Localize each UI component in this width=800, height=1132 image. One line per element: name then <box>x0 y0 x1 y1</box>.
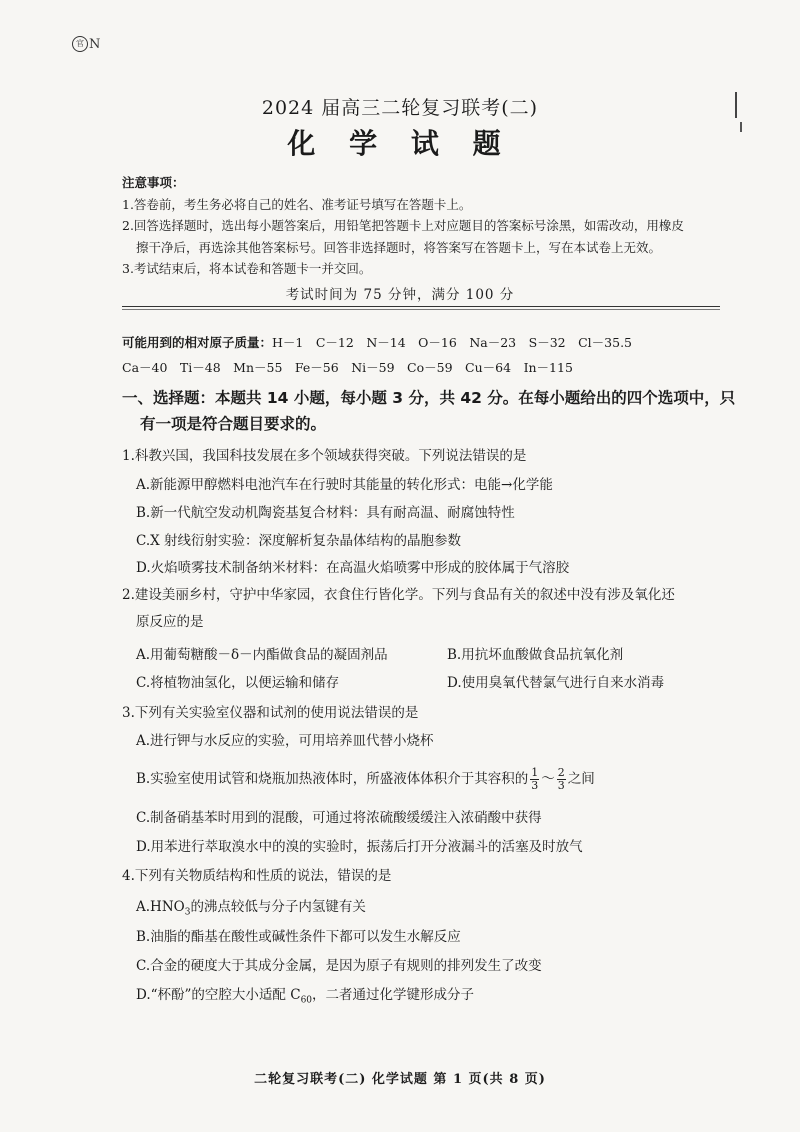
question-2-option-a: A.用葡萄糖酸－δ－内酯做食品的凝固剂品 <box>136 647 388 663</box>
fraction-one-third <box>530 767 539 792</box>
question-2-option-b: B.用抗坏血酸做食品抗氧化剂 <box>447 647 624 663</box>
question-2-stem-2: 原反应的是 <box>136 614 204 630</box>
circled-mark-icon: 官 <box>72 36 88 52</box>
atomic-mass-label: 可能用到的相对原子质量： <box>122 335 273 350</box>
exam-title: 2024 届高三二轮复习联考(二) <box>261 97 539 119</box>
question-1-option-b: B.新一代航空发动机陶瓷基复合材料：具有耐高温、耐腐蚀特性 <box>136 505 515 521</box>
question-3-option-d: D.用苯进行萃取溴水中的溴的实验时，振荡后打开分液漏斗的活塞及时放气 <box>136 839 583 855</box>
divider-line <box>122 306 720 307</box>
question-1-option-c: C.X 射线衍射实验：深度解析复杂晶体结构的晶胞参数 <box>136 533 462 549</box>
question-2-option-d: D.使用臭氧代替氯气进行自来水消毒 <box>447 675 665 691</box>
question-3-option-b-text: B.实验室使用试管和烧瓶加热液体时，所盛液体体积介于其容积的 <box>136 771 529 787</box>
question-4-stem: 4.下列有关物质结构和性质的说法，错误的是 <box>122 868 392 884</box>
question-4-option-b: B.油脂的酯基在酸性或碱性条件下都可以发生水解反应 <box>136 929 461 945</box>
question-4-option-a-text: A.HNO <box>136 899 185 915</box>
divider-line-thin <box>122 309 720 310</box>
notice-item-2b: 擦干净后，再选涂其他答案标号。回答非选择题时，将答案写在答题卡上，写在本试卷上无效。 <box>136 239 662 255</box>
question-2-stem-1: 2.建设美丽乡村，守护中华家园，衣食住行皆化学。下列与食品有关的叙述中没有涉及氧化还 <box>122 587 675 603</box>
range-tilde: ～ <box>541 771 555 787</box>
fraction-denominator: 3 <box>531 779 539 792</box>
question-3-option-b <box>136 767 595 792</box>
atomic-mass-block <box>122 330 742 380</box>
question-4-option-c: C.合金的硬度大于其成分金属，是因为原子有规则的排列发生了改变 <box>136 958 542 974</box>
exam-subject: 化 学 试 题 <box>287 127 513 160</box>
subscript: 3 <box>184 907 191 918</box>
question-4-option-a <box>136 897 366 923</box>
exam-time-info: 考试时间为 75 分钟，满分 100 分 <box>285 287 515 303</box>
notice-heading: 注意事项： <box>122 175 185 190</box>
question-4-option-d <box>136 985 474 1011</box>
notice-block <box>122 172 722 280</box>
section-heading-line-1: 一、选择题：本题共 14 小题，每小题 3 分，共 42 分。在每小题给出的四个选项中，只 <box>122 389 736 407</box>
question-4-option-d-tail: ，二者通过化学键形成分子 <box>312 987 475 1003</box>
section-heading <box>122 385 742 437</box>
question-3-stem: 3.下列有关实验室仪器和试剂的使用说法错误的是 <box>122 705 419 721</box>
fraction-two-thirds <box>557 767 566 792</box>
fraction-numerator: 1 <box>531 766 539 779</box>
fraction-numerator: 2 <box>557 766 565 779</box>
corner-letter: N <box>89 36 101 52</box>
fraction-denominator: 3 <box>557 779 565 792</box>
question-1-option-a: A.新能源甲醇燃料电池汽车在行驶时其能量的转化形式：电能→化学能 <box>136 477 553 493</box>
question-2-option-c: C.将植物油氢化，以便运输和储存 <box>136 675 340 691</box>
question-4-option-a-tail: 的沸点较低与分子内氢键有关 <box>190 899 366 915</box>
question-1-option-d: D.火焰喷雾技术制备纳米材料：在高温火焰喷雾中形成的胶体属于气溶胶 <box>136 560 570 576</box>
question-4-option-d-text: D.“杯酚”的空腔大小适配 C <box>136 987 301 1003</box>
question-3-option-b-tail: 之间 <box>567 771 595 787</box>
corner-mark <box>72 36 100 52</box>
notice-item-3: 3.考试结束后，将本试卷和答题卡一并交回。 <box>122 261 372 276</box>
section-heading-line-2: 有一项是符合题目要求的。 <box>140 415 327 433</box>
notice-item-1: 1.答卷前，考生务必将自己的姓名、准考证号填写在答题卡上。 <box>122 196 472 212</box>
page-footer: 二轮复习联考(二) 化学试题 第 1 页(共 8 页) <box>254 1072 546 1087</box>
atomic-mass-line-1: H－1 C－12 N－14 O－16 Na－23 S－32 Cl－35.5 <box>272 335 632 350</box>
question-1-stem: 1.科教兴国，我国科技发展在多个领域获得突破。下列说法错误的是 <box>122 448 527 464</box>
subscript: 60 <box>300 995 313 1006</box>
question-3-option-c: C.制备硝基苯时用到的混酸，可通过将浓硫酸缓缓注入浓硝酸中获得 <box>136 810 542 826</box>
question-3-option-a: A.进行钾与水反应的实验，可用培养皿代替小烧杯 <box>136 733 434 749</box>
atomic-mass-line-2: Ca－40 Ti－48 Mn－55 Fe－56 Ni－59 Co－59 Cu－64 In－115 <box>122 360 573 375</box>
notice-item-2a: 2.回答选择题时，选出每小题答案后，用铅笔把答题卡上对应题目的答案标号涂黑，如需改动，用橡皮 <box>122 218 684 233</box>
